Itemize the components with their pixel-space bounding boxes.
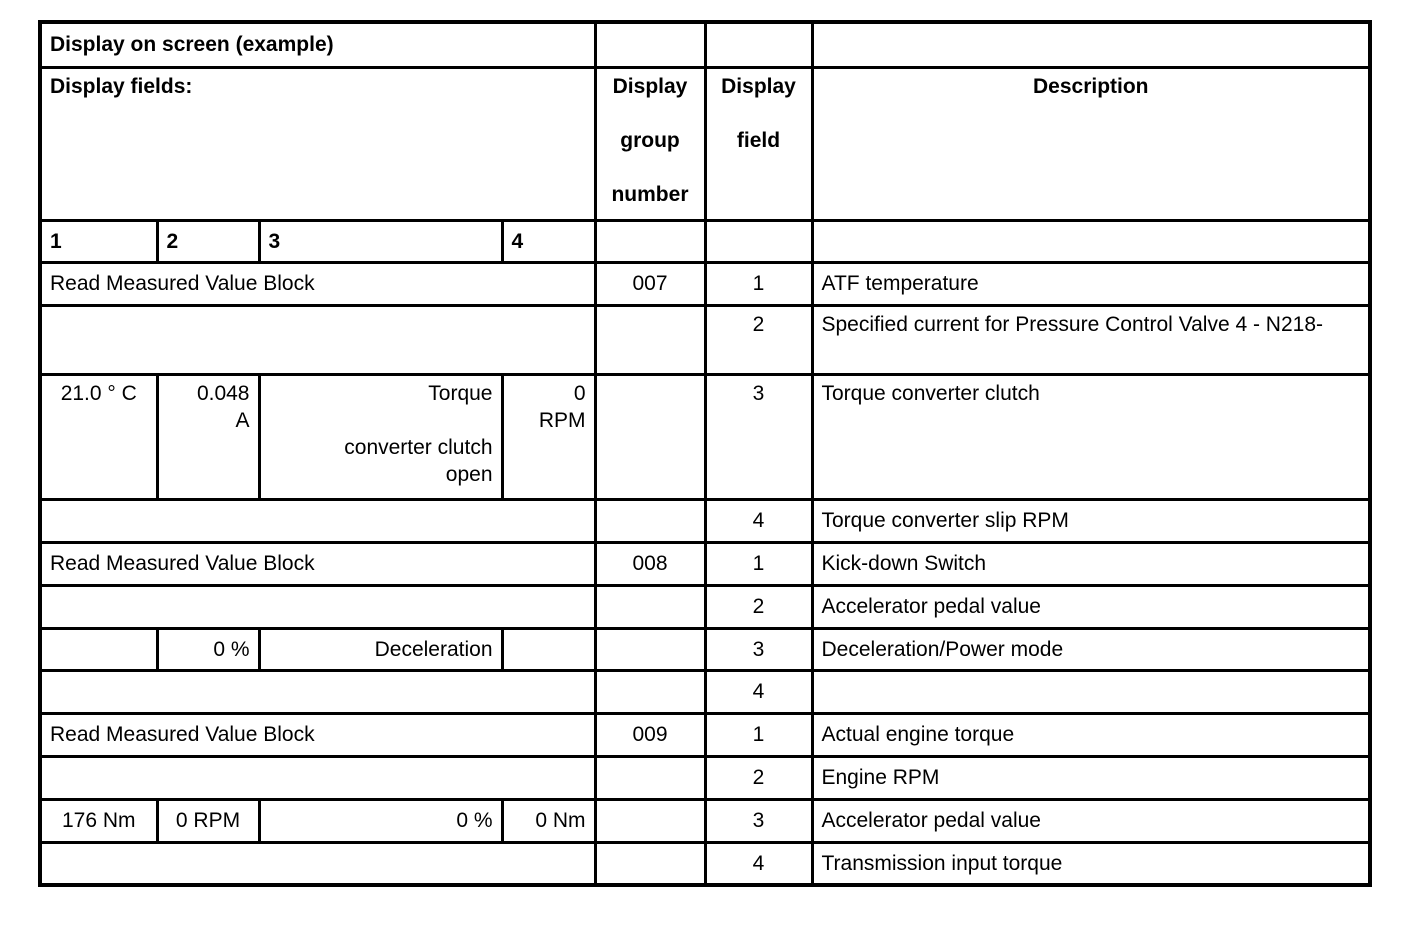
description-cell: Deceleration/Power mode [812, 628, 1370, 670]
empty-cell [595, 842, 705, 885]
field-number-cell: 3 [705, 799, 812, 842]
empty-cell [595, 756, 705, 799]
empty-cell [40, 842, 595, 885]
description-cell: Transmission input torque [812, 842, 1370, 885]
subcol-header-2: 2 [157, 220, 259, 262]
empty-cell [40, 499, 595, 542]
empty-cell [595, 585, 705, 628]
empty-cell [595, 305, 705, 374]
subcol-header-1: 1 [40, 220, 157, 262]
header-line [715, 100, 803, 127]
value-line: Torque [428, 381, 493, 405]
description-cell [812, 670, 1370, 713]
table-row [40, 67, 1370, 220]
empty-cell [595, 670, 705, 713]
subcol-header-4: 4 [502, 220, 595, 262]
group-number-cell: 007 [595, 262, 705, 305]
empty-cell [40, 756, 595, 799]
table-row [40, 713, 1370, 756]
empty-cell [595, 220, 705, 262]
block-label-cell: Read Measured Value Block [40, 713, 595, 756]
description-cell: Engine RPM [812, 756, 1370, 799]
description-cell: Torque converter clutch [812, 374, 1370, 499]
table-row [40, 799, 1370, 842]
header-line: Display [612, 74, 688, 98]
description-cell: Accelerator pedal value [812, 585, 1370, 628]
table-row [40, 305, 1370, 374]
value-cell-4: 0 Nm [502, 799, 595, 842]
description-header: Description [812, 67, 1370, 220]
value-line [269, 407, 493, 434]
value-cell-3 [259, 374, 502, 499]
table-row [40, 220, 1370, 262]
empty-cell [595, 628, 705, 670]
subcol-header-3: 3 [259, 220, 502, 262]
value-cell-2: 0 % [157, 628, 259, 670]
description-cell: Kick-down Switch [812, 542, 1370, 585]
value-line: open [445, 462, 493, 486]
description-cell: Specified current for Pressure Control Valve 4 - N218- [812, 305, 1370, 374]
header-line: Display [721, 74, 796, 98]
empty-cell [812, 22, 1370, 67]
empty-cell [812, 220, 1370, 262]
empty-cell [40, 305, 595, 374]
empty-cell [705, 22, 812, 67]
header-line: number [611, 182, 689, 206]
block-label-cell: Read Measured Value Block [40, 262, 595, 305]
empty-cell [40, 585, 595, 628]
field-number-cell: 1 [705, 713, 812, 756]
block-label-cell: Read Measured Value Block [40, 542, 595, 585]
table-row [40, 756, 1370, 799]
group-number-cell: 008 [595, 542, 705, 585]
value-cell-1 [40, 628, 157, 670]
value-cell-1: 21.0 ° C [40, 374, 157, 499]
display-on-screen-header: Display on screen (example) [40, 22, 595, 67]
table-row [40, 499, 1370, 542]
value-cell-3: 0 % [259, 799, 502, 842]
value-line: RPM [538, 408, 586, 432]
table-row [40, 374, 1370, 499]
empty-cell [705, 220, 812, 262]
header-line: group [620, 128, 680, 152]
value-line: converter clutch [344, 435, 493, 459]
field-number-cell: 2 [705, 585, 812, 628]
value-cell-4 [502, 628, 595, 670]
table-row [40, 542, 1370, 585]
value-cell-3: Deceleration [259, 628, 502, 670]
field-number-cell: 2 [705, 305, 812, 374]
header-line: field [736, 128, 781, 152]
display-field-header [705, 67, 812, 220]
value-cell-2: 0 RPM [157, 799, 259, 842]
group-number-cell: 009 [595, 713, 705, 756]
description-cell: ATF temperature [812, 262, 1370, 305]
empty-cell [595, 799, 705, 842]
description-cell: Accelerator pedal value [812, 799, 1370, 842]
display-fields-header: Display fields: [40, 67, 595, 220]
field-number-cell: 1 [705, 262, 812, 305]
field-number-cell: 4 [705, 499, 812, 542]
field-number-cell: 3 [705, 374, 812, 499]
empty-cell [595, 374, 705, 499]
field-number-cell: 2 [705, 756, 812, 799]
value-line: A [235, 408, 250, 432]
value-line: 0.048 [196, 381, 250, 405]
empty-cell [595, 22, 705, 67]
measured-value-blocks-table [38, 20, 1372, 887]
table-row [40, 628, 1370, 670]
field-number-cell: 4 [705, 842, 812, 885]
header-line [605, 154, 696, 181]
header-line [605, 100, 696, 127]
field-number-cell: 4 [705, 670, 812, 713]
value-cell-2 [157, 374, 259, 499]
value-line: 0 [573, 381, 586, 405]
value-cell-4 [502, 374, 595, 499]
empty-cell [595, 499, 705, 542]
table-row [40, 585, 1370, 628]
field-number-cell: 3 [705, 628, 812, 670]
table-row [40, 670, 1370, 713]
value-cell-1: 176 Nm [40, 799, 157, 842]
description-cell: Actual engine torque [812, 713, 1370, 756]
empty-cell [40, 670, 595, 713]
table-row [40, 262, 1370, 305]
field-number-cell: 1 [705, 542, 812, 585]
table-row [40, 22, 1370, 67]
display-group-number-header [595, 67, 705, 220]
description-cell: Torque converter slip RPM [812, 499, 1370, 542]
table-row [40, 842, 1370, 885]
